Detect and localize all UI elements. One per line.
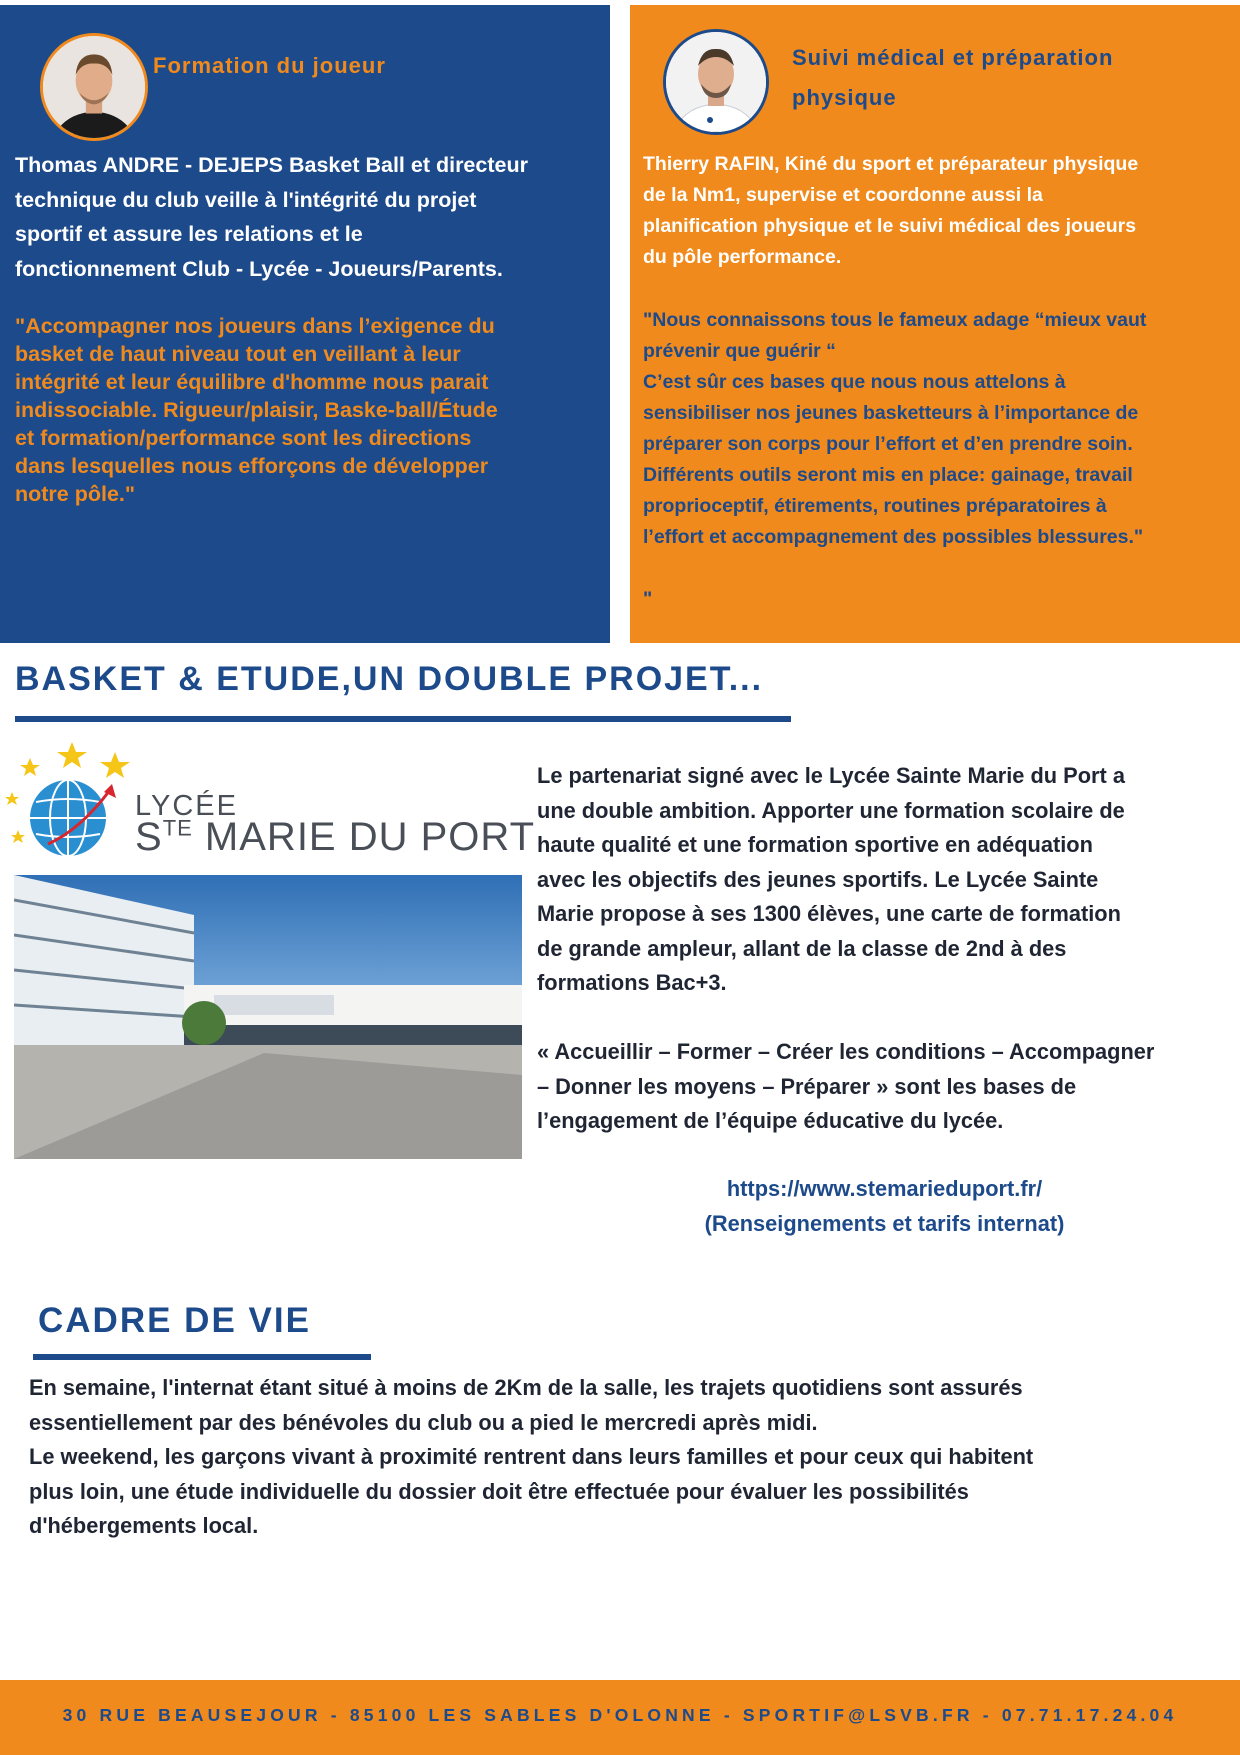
double-project-heading: BASKET & ETUDE,UN DOUBLE PROJET... <box>15 660 764 698</box>
heading-underline <box>15 716 791 722</box>
coach-quote-text: "Accompagner nos joueurs dans l’exigence du basket de haut niveau tout en veillant à leur intégrité et leur équilibre d'homme nous parait indissociable. Rigueur/plaisir, Baske-ball/Étude et formation/performance sont les directions dans lesquelles nous efforçons de développer notre pôle." <box>15 314 498 506</box>
physio-closing-mark: " <box>643 588 653 610</box>
coach-intro-text: Thomas ANDRE - DEJEPS Basket Ball et directeur technique du club veille à l'intégrité du projet sportif et assure les relations et le fonctionnement Club - Lycée - Joueurs/Parents. <box>15 153 528 281</box>
lycee-logo-name-text: MARIE DU PORT <box>192 815 535 859</box>
school-building-photo <box>14 875 522 1159</box>
school-link-note: (Renseignements et tarifs internat) <box>704 1211 1065 1236</box>
school-partnership-text: Le partenariat signé avec le Lycée Sainte Marie du Port a une double ambition. Apporter une formation scolaire de haute qualité et une formation sportive en adéquation avec les objectifs des jeunes sportifs. Le Lycée Sainte Marie propose à ses 1300 élèves, une carte de formation de grande ampleur, allant de la classe de 2nd à des formations Bac+3. « Accueillir – Former – Créer les conditions – Accompagner – Donner les moyens – Préparer » sont les bases de l’engagement de l’équipe éducative du lycée. <box>537 763 1155 1133</box>
lycee-logo-name <box>135 815 535 860</box>
school-link-block <box>537 1171 1232 1241</box>
cadre-de-vie-heading: CADRE DE VIE <box>38 1301 311 1340</box>
physio-quote-text: "Nous connaissons tous le fameux adage “mieux vaut prévenir que guérir “ C’est sûr ces bases que nous nous attelons à sensibiliser nos jeunes basketteurs à l’importance de préparer son corps pour l’effort et d’en prendre soin. Différents outils seront mis en place: gainage, travail proprioceptif, étirements, routines préparatoires à l’effort et accompagnement des possibles blessures." <box>643 309 1147 548</box>
lycee-logo-superscript: TE <box>162 815 193 841</box>
physio-intro-text: Thierry RAFIN, Kiné du sport et préparateur physique de la Nm1, supervise et coordonne aussi la planification physique et le suivi médical des joueurs du pôle performance. <box>643 153 1139 268</box>
school-website-link[interactable]: https://www.stemarieduport.fr/ <box>726 1176 1043 1201</box>
lycee-logo-prefix: S <box>135 815 163 859</box>
thomas-andre-avatar <box>40 33 148 141</box>
thierry-rafin-avatar <box>663 29 769 135</box>
physio-role-title: Suivi médical et préparation physique <box>792 45 1114 110</box>
cadre-de-vie-text: En semaine, l'internat étant situé à moins de 2Km de la salle, les trajets quotidiens sont assurés essentiellement par des bénévoles du club ou a pied le mercredi après midi. Le weekend, les garçons vivant à proximité rentrent dans leurs familles et pour ceux qui habitent plus loin, une étude individuelle du dossier doit être effectuée pour évaluer les possibilités d'hébergements local. <box>29 1375 1034 1538</box>
footer-contact-text: 30 RUE BEAUSEJOUR - 85100 LES SABLES D'OLONNE - SPORTIF@LSVB.FR - 07.71.17.24.04 <box>62 1705 1178 1725</box>
lycee-logo-line1: LYCÉE <box>135 790 238 822</box>
cadre-heading-underline <box>33 1354 371 1360</box>
coach-role-title: Formation du joueur <box>153 53 386 78</box>
